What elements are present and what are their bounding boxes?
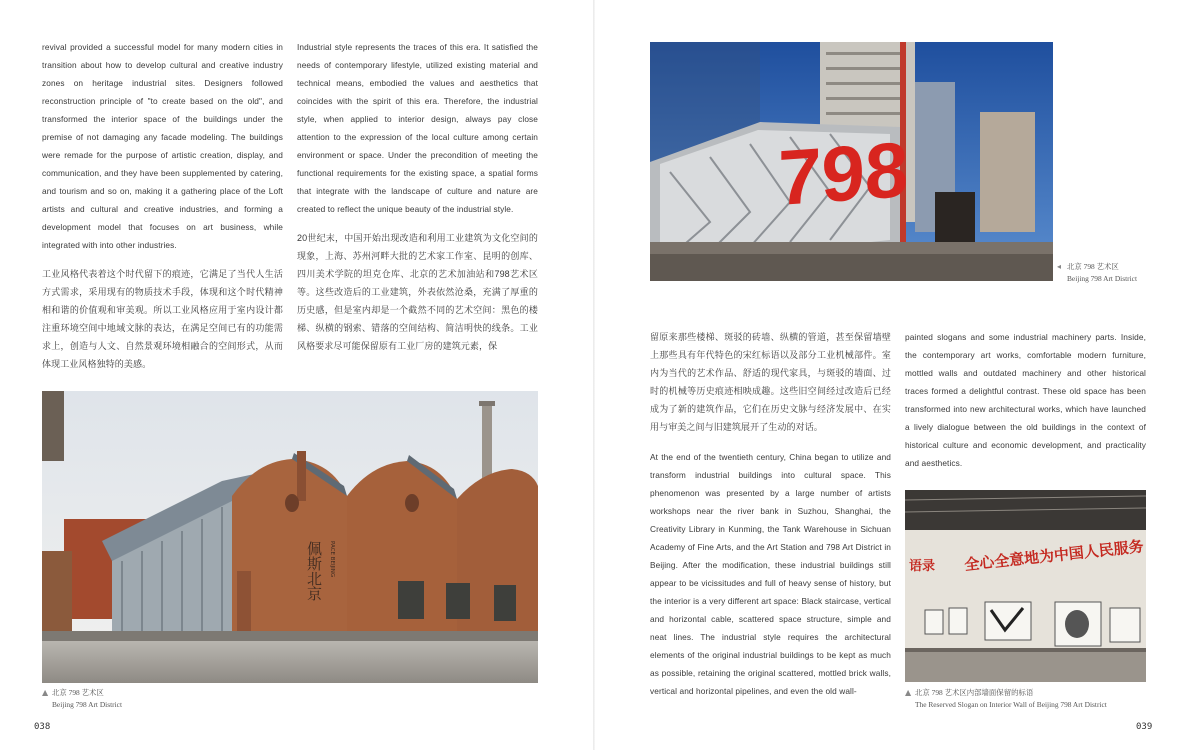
right-page (594, 0, 1188, 750)
page-number-right: 039 (1136, 722, 1153, 732)
paragraph-en: At the end of the twentieth century, China began to utilize and transform industrial buildings into cultural space. This phenomenon was presented by a large number of artists workshops near the river bank in Suzhou, Shanghai, the Creativity Library in Kunming, the Tank Warehouse in Sichuan Academy of Fine Arts, and the Art Station and 798 Art District in Beijing. After the modification, these industrial buildings still appear to be vicissitudes and full of heavy sense of history, but the interior is a very different art space: Black staircase, vertical and horizontal cable, scattered space structure, simple and neat lines. The industrial style requires the architectural elements of the original industrial buildings to be kept as much as possible, retaining the original scattered, mottled brick walls, vertical and horizontal pipelines, and even the old wall- (650, 452, 891, 696)
caption-en: Beijing 798 Art District (1067, 274, 1138, 283)
slogan-wall-illustration (905, 490, 1146, 682)
paragraph-zh: 工业风格代表着这个时代留下的痕迹，它满足了当代人生活方式需求，采用现有的物质技术手段，体现和这个时代精神相和谐的价值观和审美观。所以工业风格应用于室内设计都注重环境空间中地域文脉的表达，在满足空间已有的功能需求上，创造与人文、自然景观环境相融合的空间形式，从而体现工业风格独特的美感。 (42, 269, 283, 369)
building-sign-en: PACE BEIJING (329, 541, 335, 578)
caption-en: The Reserved Slogan on Interior Wall of Beijing 798 Art District (915, 700, 1107, 709)
left-column-2 (297, 38, 538, 367)
paragraph-zh: 留原来那些楼梯、斑驳的砖墙、纵横的管道，甚至保留墙壁上那些具有年代特色的宋红标语以及部分工业机械部件。室内为当代的艺术作品、舒适的现代家具，与斑驳的墙面、过时的机械等历史痕迹相映成趣。这些旧空间经过改造后已经成为了新的建筑作品，它们在历史文脉与经济发展中、在实用与审美之间与旧建筑展开了生动的对话。 (650, 332, 891, 432)
red-798-sign-illustration (650, 42, 1053, 281)
paragraph-en: Industrial style represents the traces of this era. It satisfied the needs of contemporary lifestyle, utilized existing material and technical means, embodied the values and aesthetics that coincides with the spirit of this era. Therefore, the industrial style, when applied to interior design, always pay close attention to the expression of the local culture among certain environment or space. Under the precondition of meeting the functional requirements for the existing space, a spatial forms that integrate with the landscape of culture and nature are created to reflect the unique beauty of the industrial style. (297, 42, 538, 214)
paragraph-en: painted slogans and some industrial machinery parts. Inside, the contemporary art works, comfortable modern furniture, mottled walls and outdated machinery and other historical traces formed a delightful contrast. These old space has been transformed into new architectural works, which have launched a lively dialogue between the old buildings in the context of historical culture and economic development, and practicality and aesthetics. (905, 332, 1146, 468)
building-sign: 佩斯北京 (305, 541, 323, 601)
paragraph-en: revival provided a successful model for many modern cities in transition about how to develop cultural and creative industry zones on heritage industrial sites. Designers followed reconstruction principle of "to create based on the old", and transformed the interior space of the buildings under the premise of not damaging any facade modeling. The buildings were remade for the purpose of artistic creation, display, and communication, and they have been supplemented by catering, and tourism and so on, making it a gathering place of the Loft artists and cultural and creative industries, and forming a development model that focuses on art business, while integrated with into other industries. (42, 42, 283, 250)
caption-en: Beijing 798 Art District (52, 700, 123, 709)
caption-arrow-icon: ▲ (42, 688, 49, 697)
caption-arrow-icon: ◂ (1057, 262, 1062, 271)
slogan-text: 全心全意地为中国人民服务 (963, 537, 1145, 574)
photo-slogan-wall (905, 490, 1146, 682)
right-column-2 (905, 328, 1146, 483)
page-number-left: 038 (34, 722, 51, 732)
caption-arrow-icon: ▲ (905, 688, 912, 697)
slogan-left-text: 语录 (909, 559, 936, 574)
photo-798-sign (650, 42, 1053, 281)
brick-factory-illustration (42, 391, 538, 683)
caption-zh: 北京 798 艺术区 (52, 688, 104, 697)
photo-caption-left (42, 687, 122, 711)
photo-798-brick-factory (42, 391, 538, 683)
caption-zh: 北京 798 艺术区 (1067, 262, 1119, 271)
right-column-1 (650, 328, 891, 711)
photo-caption-bottom-right (905, 687, 1107, 711)
left-column-1 (42, 38, 283, 385)
sign-798-text: 798 (778, 125, 909, 223)
caption-zh: 北京 798 艺术区内部墙面保留的标语 (915, 688, 1034, 697)
photo-caption-top-right (1057, 261, 1137, 285)
paragraph-zh: 20世纪末，中国开始出现改造和利用工业建筑为文化空间的现象，上海、苏州河畔大批的艺术家工作室、昆明的创库、四川美术学院的坦克仓库、北京的艺术加油站和798艺术区等。这些改造后的工业建筑，外表依然沧桑，充满了厚重的历史感，但是室内却是一个截然不同的艺术空间：黑色的楼梯、纵横的钢索、错落的空间结构、简洁明快的线条。工业风格要求尽可能保留原有工业厂房的建筑元素，保 (297, 233, 538, 351)
